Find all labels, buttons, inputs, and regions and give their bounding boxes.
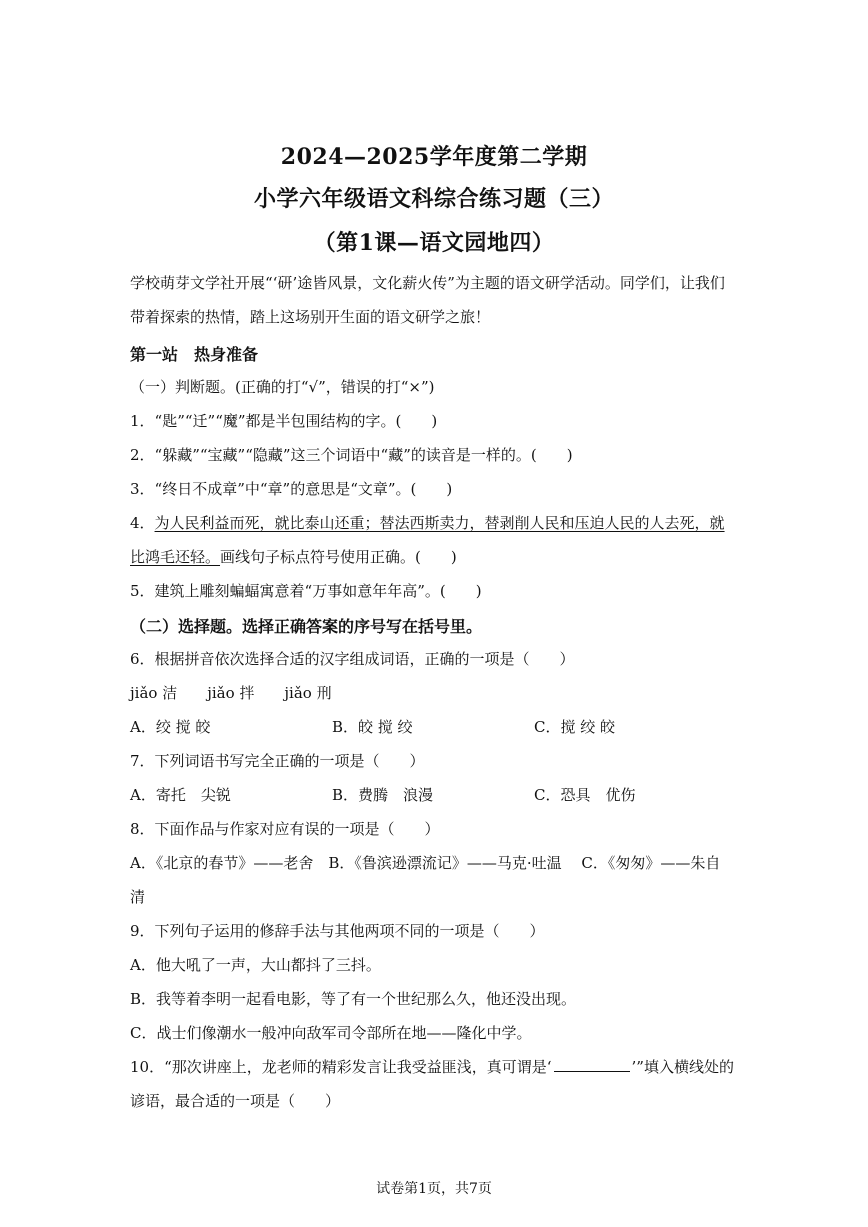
question-1: 1．“匙”“迁”“魔”都是半包围结构的字。( ) [130,412,438,430]
question-4-underlined-2: 比鸿毛还轻。 [130,548,221,566]
question-10-line-2: 谚语，最合适的一项是（ ） [130,1092,341,1110]
question-2: 2．“躲藏”“宝藏”“隐藏”这三个词语中“藏”的读音是一样的。( ) [130,446,573,464]
station-1-title: 第一站 热身准备 [130,345,259,364]
part-1-title: （一）判断题。(正确的打“√”，错误的打“×”) [130,378,435,396]
question-4-line-2 [130,546,457,567]
question-5: 5．建筑上雕刻蝙蝠寓意着“万事如意年年高”。( ) [130,582,482,600]
question-4-number: 4． [130,514,155,532]
question-4-line-1 [130,512,725,533]
part-2-title: （二）选择题。选择正确答案的序号写在括号里。 [130,617,483,636]
question-9-option-b: B．我等着李明一起看电影，等了有一个世纪那么久，他还没出现。 [130,990,577,1008]
question-6-option-c: C．搅 绞 皎 [534,718,616,736]
question-4-tail: 画线句子标点符号使用正确。( ) [220,548,457,566]
title-main: 小学六年级语文科综合练习题（三） [253,186,614,212]
question-7-option-a: A．寄托 尖锐 [130,786,231,804]
question-6-option-a: A．绞 搅 皎 [130,718,211,736]
question-4-underlined-1: 为人民利益而死，就比泰山还重；替法西斯卖力，替剥削人民和压迫人民的人去死，就 [154,514,725,532]
title-year: 2024—2025学年度第二学期 [280,144,588,170]
question-8-options-line-1: A．《北京的春节》——老舍 B．《鲁滨逊漂流记》——马克·吐温 C．《匆匆》——朱自 [130,854,721,872]
question-7: 7．下列词语书写完全正确的一项是（ ） [130,752,425,770]
title-scope: （第1课—语文园地四） [313,230,555,256]
question-7-option-c: C．恐具 优伤 [534,786,636,804]
question-6-option-b: B．皎 搅 绞 [332,718,413,736]
question-6: 6．根据拼音依次选择合适的汉字组成词语，正确的一项是（ ） [130,650,575,668]
question-7-option-b: B．费腾 浪漫 [332,786,434,804]
question-10-prefix: 10．“那次讲座上，龙老师的精彩发言让我受益匪浅，真可谓是‘ [130,1058,552,1076]
question-10-blank[interactable] [554,1057,630,1072]
question-10-suffix: ’”填入横线处的 [631,1058,734,1076]
question-3: 3．“终日不成章”中“章”的意思是“文章”。( ) [130,480,453,498]
intro-line-1: 学校萌芽文学社开展“‘研’途皆风景，文化薪火传”为主题的语文研学活动。同学们，让我们 [130,274,725,292]
question-9-option-a: A．他大吼了一声，大山都抖了三抖。 [130,956,381,974]
question-9: 9．下列句子运用的修辞手法与其他两项不同的一项是（ ） [130,922,545,940]
intro-line-2: 带着探索的热情，踏上这场别开生面的语文研学之旅！ [130,308,491,326]
question-10-line-1 [130,1056,734,1077]
question-9-option-c: C．战士们像潮水一般冲向敌军司令部所在地——隆化中学。 [130,1024,532,1042]
question-8-options-line-2: 清 [130,888,146,906]
question-6-pinyin: jiǎo 洁 jiǎo 拌 jiǎo 刑 [130,684,332,702]
page-footer: 试卷第1页，共7页 [376,1181,492,1197]
question-8: 8．下面作品与作家对应有误的一项是（ ） [130,820,440,838]
